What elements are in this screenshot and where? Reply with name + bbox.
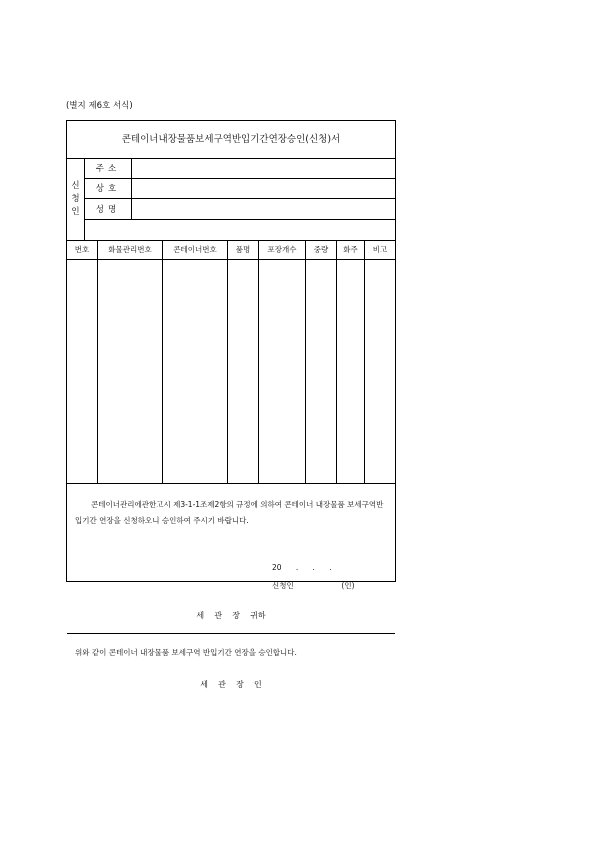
table-column <box>337 240 365 483</box>
column-header: 화물관리번호 <box>98 240 162 260</box>
table-column <box>259 240 306 483</box>
applicant-side-char: 인 <box>71 206 80 217</box>
column-cells[interactable] <box>365 260 395 483</box>
name-field[interactable] <box>132 199 395 219</box>
column-header: 포장개수 <box>259 240 305 260</box>
applicant-row-company <box>85 179 395 200</box>
company-name-field[interactable] <box>132 179 395 199</box>
applicant-side-char: 청 <box>71 193 80 204</box>
form-number-label: (별지 제6호 서식) <box>66 101 133 111</box>
column-cells[interactable] <box>228 260 258 483</box>
column-header: 품명 <box>228 240 258 260</box>
column-cells[interactable] <box>67 260 97 483</box>
column-header: 번호 <box>67 240 97 260</box>
applicant-side-label <box>67 158 85 240</box>
application-form <box>66 120 396 689</box>
column-cells[interactable] <box>337 260 364 483</box>
applicant-side-char: 신 <box>71 180 80 191</box>
applicant-section <box>67 158 395 241</box>
blank-field[interactable] <box>85 220 395 241</box>
applicant-row-name <box>85 199 395 220</box>
table-column <box>67 240 98 483</box>
column-cells[interactable] <box>163 260 227 483</box>
cargo-table <box>67 240 395 484</box>
table-column <box>306 240 337 483</box>
table-column <box>365 240 395 483</box>
request-body-text: 콘테이너관리에관한고시 제3-1-1조제2항의 규정에 의하여 콘테이너 내장물품 보세구역반입기간 연장을 신청하오니 승인하여 주시기 바랍니다. <box>75 500 384 525</box>
applicant-signature-line[interactable]: 신청인 (인) <box>272 581 355 590</box>
request-statement <box>67 483 395 634</box>
column-header: 비고 <box>365 240 395 260</box>
name-label: 성명 <box>85 199 132 219</box>
approver-seal: 세 관 장 인 <box>200 680 262 689</box>
form-title: 콘테이너내장물품보세구역반입기간연장승인(신청)서 <box>67 121 395 159</box>
column-cells[interactable] <box>306 260 336 483</box>
column-cells[interactable] <box>98 260 162 483</box>
column-header: 중량 <box>306 240 336 260</box>
applicant-row-address <box>85 158 395 179</box>
address-field[interactable] <box>132 158 395 178</box>
column-header: 콘테이너번호 <box>163 240 227 260</box>
column-cells[interactable] <box>259 260 305 483</box>
date-line[interactable]: 20 . . . <box>272 563 332 572</box>
table-column <box>163 240 228 483</box>
approval-text: 위와 같이 콘테이너 내장물품 보세구역 반입기간 연장을 승인합니다. <box>75 648 297 657</box>
company-name-label: 상호 <box>85 179 132 199</box>
table-column <box>98 240 163 483</box>
table-column <box>228 240 259 483</box>
column-header: 화주 <box>337 240 364 260</box>
address-label: 주소 <box>85 158 132 178</box>
applicant-row-blank <box>85 220 395 241</box>
addressee: 세 관 장 귀하 <box>196 611 266 620</box>
